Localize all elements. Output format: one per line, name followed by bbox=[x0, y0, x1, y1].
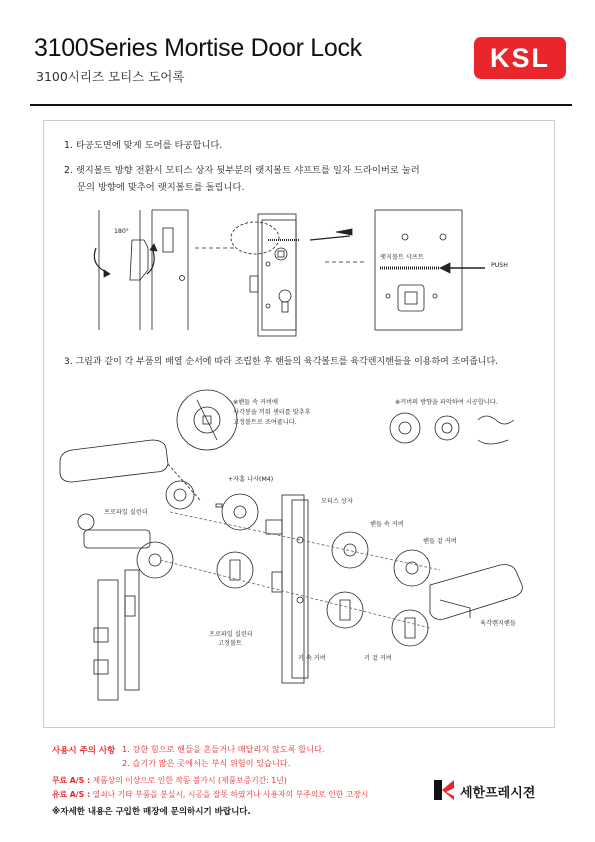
cyl-bolt-line2: 고정볼트 bbox=[218, 640, 242, 647]
warning-heading: 사용시 주의 사항 bbox=[52, 746, 116, 756]
paid-as-label: 유료 A/S : bbox=[52, 790, 91, 799]
warning-item-2: 2. 습기가 많은 곳에서는 부식 위험이 있습니다. bbox=[122, 758, 291, 768]
paid-as-text: 열쇠나 기타 부품을 분실시, 시공을 잘못 하였거나 사용자의 부주의로 인한 고장시 bbox=[92, 790, 369, 799]
brand-name: 세한프레시젼 bbox=[460, 786, 536, 801]
brand-logo bbox=[432, 778, 572, 804]
warning-item-1: 1. 강한 힘으로 핸들을 흔들거나 매달리지 않도록 합니다. bbox=[122, 744, 325, 754]
free-as-label: 무료 A/S : bbox=[52, 776, 91, 785]
bolt-label: +자홈 나사(M4) bbox=[228, 476, 274, 483]
note1-line2: 사각봉을 끼워 센터를 맞추후 bbox=[233, 409, 311, 416]
shaft-label: 랫지볼트 샤프트 bbox=[380, 254, 424, 261]
push-label: PUSH bbox=[491, 262, 508, 269]
mortise-body-illustration bbox=[231, 214, 352, 336]
mortise-label: 모티스 상자 bbox=[321, 498, 353, 505]
right-lever-handle bbox=[430, 565, 522, 620]
step-2: 2. 랫지볼트 방향 전환시 모티스 상자 뒷부분의 랫지볼트 샤프트를 일자 드라이버로 눌러 bbox=[64, 165, 420, 176]
paid-as bbox=[52, 789, 368, 800]
note1-line3: 고정볼트로 조여줍니다. bbox=[233, 419, 297, 426]
outer-cover-label: 핸들 겉 커버 bbox=[423, 538, 457, 545]
latch-turn-illustration bbox=[94, 210, 188, 330]
inner-cover-label: 핸들 속 커버 bbox=[370, 521, 404, 528]
cyl-bolt-line1: 프로파일 실린더 bbox=[209, 631, 253, 638]
key-inner-label: 키 속 커버 bbox=[298, 655, 326, 662]
note1-line1: ※핸들 속 커버에 bbox=[233, 399, 278, 406]
free-as-text: 제품상의 이상으로 인한 작동 불가시 (제품보증기간: 1년) bbox=[92, 776, 287, 785]
brand-mark-icon bbox=[432, 778, 456, 802]
ksl-logo: KSL bbox=[474, 37, 566, 79]
free-as bbox=[52, 775, 287, 786]
shaft-zoom-illustration bbox=[375, 210, 485, 330]
step-3: 3. 그림과 같이 각 부품의 배열 순서에 따라 조립한 후 핸들의 육각볼트를 육각렌지핸들을 이용하여 조여줍니다. bbox=[64, 357, 499, 367]
key-outer-label: 키 겉 커버 bbox=[364, 655, 392, 662]
page-title: 3100Series Mortise Door Lock bbox=[34, 34, 362, 62]
left-lever-handle bbox=[60, 440, 200, 509]
cylinder-label: 프로파일 실린더 bbox=[104, 509, 148, 516]
strike-plate bbox=[94, 570, 139, 700]
wrench-label: 육각렌지핸들 bbox=[480, 620, 516, 627]
cover-orientation-detail bbox=[390, 413, 514, 444]
footer-note: ※자세한 내용은 구입한 매장에 문의하시기 바랍니다. bbox=[52, 807, 251, 817]
note2-label: ※커버의 방향을 파악하여 시공합니다. bbox=[395, 399, 498, 406]
angle-label: 180° bbox=[114, 228, 129, 235]
handle-inner-detail bbox=[177, 390, 237, 450]
step-1: 1. 타공도면에 맞게 도어를 타공합니다. bbox=[64, 140, 223, 151]
step-2-cont: 문의 방향에 맞추어 랫지볼트를 돌립니다. bbox=[77, 182, 245, 193]
page-subtitle: 3100시리즈 모티스 도어록 bbox=[36, 69, 185, 84]
